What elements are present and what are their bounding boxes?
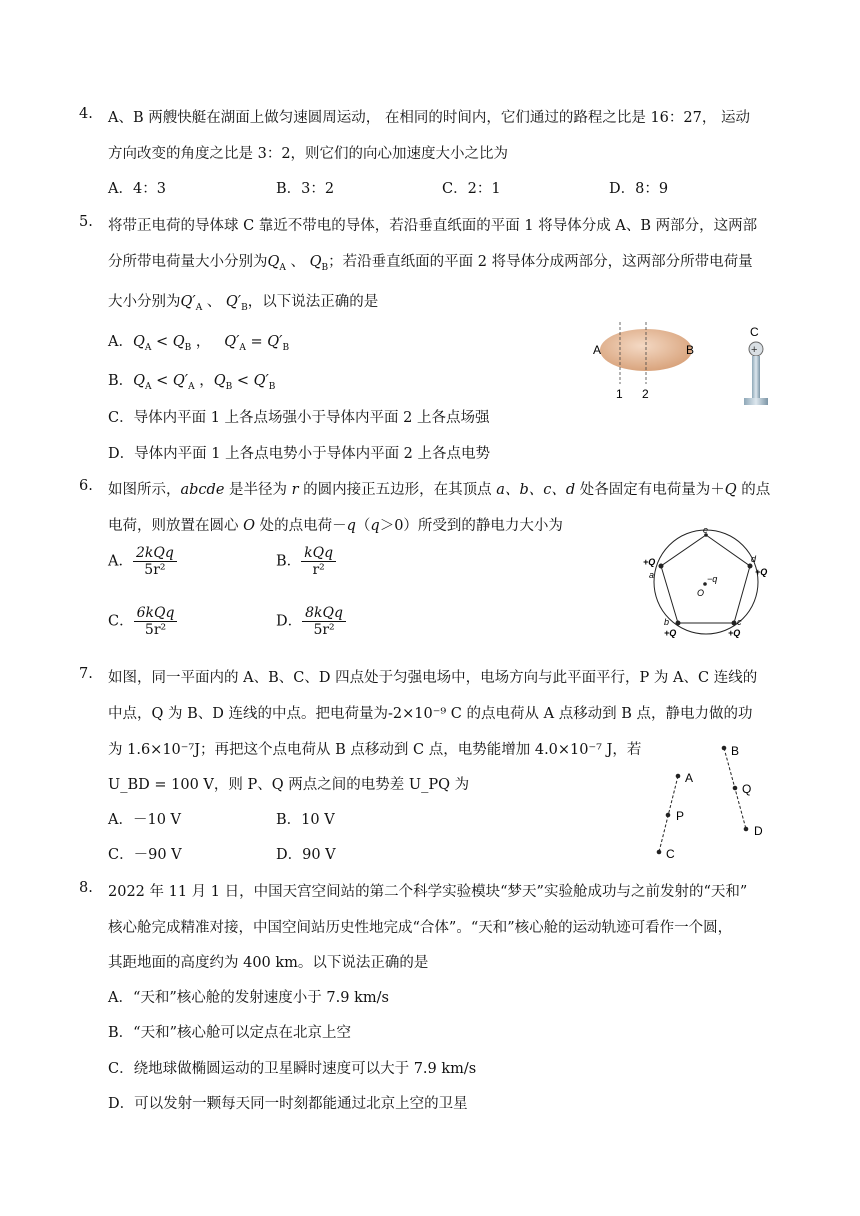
option-a: A．“天和”核心舱的发射速度小于 7.9 km/s <box>108 990 389 1006</box>
label-plane-2: 2 <box>642 387 649 401</box>
points-diagram <box>645 738 775 862</box>
label-e: e <box>703 526 709 535</box>
option-c: C．绕地球做椭圆运动的卫星瞬时速度可以大于 7.9 km/s <box>108 1061 477 1077</box>
stand-base <box>744 398 768 405</box>
point-c <box>657 850 662 855</box>
question-text: 将带正电荷的导体球 C 靠近不带电的导体，若沿垂直纸面的平面 1 将导体分成 A、B 两部分，这两部 <box>108 218 758 234</box>
plus-icon: + <box>751 344 758 356</box>
question-text: A、B 两艘快艇在湖面上做匀速圆周运动， 在相同的时间内，它们通过的路程之比是 16：27， 运动 <box>108 110 750 126</box>
option-c: C．导体内平面 1 上各点场强小于导体内平面 2 上各点场强 <box>108 410 490 426</box>
pentagon-diagram <box>636 526 776 642</box>
label-p: P <box>676 809 685 823</box>
option-a: A． $\frac{\text{2kQq}}{\text{5r²}}$ <box>108 545 177 578</box>
pentagon <box>661 535 750 623</box>
charge-c <box>732 621 737 626</box>
question-text: 分所带电荷量大小分别为$Q_A$ 、 $Q_B$；若沿垂直纸面的平面 2 将导体分成两部分，这两部分所带电荷量 <box>108 254 753 273</box>
label-c: C <box>666 847 675 861</box>
label-plane-1: 1 <box>616 387 623 401</box>
label-a-charge: +Q <box>643 557 656 567</box>
question-text: 为 1.6×10⁻⁷J；再把这个点电荷从 B 点移动到 C 点，电势能增加 4.0×10⁻⁷ J，若 <box>108 742 642 758</box>
charge-b <box>676 621 681 626</box>
label-d: d <box>751 554 757 564</box>
point-d <box>744 827 749 832</box>
insulating-stand <box>752 356 760 398</box>
circle <box>654 530 758 634</box>
label-o: O <box>697 588 705 598</box>
option-a: A．$Q_A < Q_B$ ， $Q'_A = Q'_B$ <box>108 334 290 353</box>
label-c: C <box>750 325 759 339</box>
question-text: 其距地面的高度约为 400 km。以下说法正确的是 <box>108 955 429 971</box>
option-b: B．3：2 <box>276 181 335 197</box>
question-number: 4. <box>79 106 93 122</box>
question-number: 8. <box>79 880 93 896</box>
option-b: B． $\frac{\text{kQq}}{\text{r²}}$ <box>276 545 336 578</box>
question-text: 中点，Q 为 B、D 连线的中点。把电荷量为-2×10⁻⁹ C 的点电荷从 A 点移动到 B 点，静电力做的功 <box>108 706 753 722</box>
label-a: A <box>593 343 602 357</box>
question-text: 核心舱完成精准对接，中国空间站历史性地完成“合体”。“天和”核心舱的运动轨迹可看作一个圆， <box>108 920 733 936</box>
option-b: B．10 V <box>276 812 335 828</box>
label-minus-q: −q <box>707 574 718 584</box>
question-text: 方向改变的角度之比是 3：2，则它们的向心加速度大小之比为 <box>108 146 509 162</box>
charge-d <box>748 564 753 569</box>
option-b: B．$Q_A < Q'_A$ ，$Q_B < Q'_B$ <box>108 373 276 392</box>
question-text: 如图所示，abcde 是半径为 r 的圆内接正五边形，在其顶点 a、b、c、d 处各固定有电荷量为＋Q 的点 <box>108 482 771 498</box>
option-d: D．8：9 <box>609 181 669 197</box>
label-c: c <box>737 617 742 627</box>
option-d: D．90 V <box>276 847 336 863</box>
question-text: 电荷，则放置在圆心 O 处的点电荷－q（q＞0）所受到的静电力大小为 <box>108 518 563 534</box>
option-a: A．4：3 <box>108 181 166 197</box>
label-b: B <box>731 744 740 758</box>
conductor-diagram <box>585 322 785 412</box>
point-q <box>733 786 738 791</box>
point-a <box>676 774 681 779</box>
label-b: B <box>686 343 695 357</box>
option-d: D．导体内平面 1 上各点电势小于导体内平面 2 上各点电势 <box>108 446 491 462</box>
question-text: 如图，同一平面内的 A、B、C、D 四点处于匀强电场中，电场方向与此平面平行，P 为 A、C 连线的 <box>108 670 758 686</box>
option-c: C．2：1 <box>442 181 501 197</box>
question-number: 5. <box>79 214 93 230</box>
question-number: 7. <box>79 666 93 682</box>
label-a: a <box>649 570 655 580</box>
label-d-charge: +Q <box>755 567 768 577</box>
option-a: A．－10 V <box>108 812 182 828</box>
question-text: 大小分别为$Q'_A$ 、 $Q'_B$，以下说法正确的是 <box>108 294 379 313</box>
label-b-charge: +Q <box>664 628 677 638</box>
option-b: B．“天和”核心舱可以定点在北京上空 <box>108 1025 351 1041</box>
label-b: b <box>664 617 670 627</box>
option-d: D． $\frac{\text{8kQq}}{\text{5r²}}$ <box>276 605 346 638</box>
point-p <box>666 813 671 818</box>
question-number: 6. <box>79 478 93 494</box>
charge-a <box>659 564 664 569</box>
option-c: C．－90 V <box>108 847 182 863</box>
option-d: D．可以发射一颗每天同一时刻都能通过北京上空的卫星 <box>108 1096 468 1112</box>
point-b <box>722 746 727 751</box>
label-c-charge: +Q <box>728 628 741 638</box>
question-text: 2022 年 11 月 1 日，中国天宫空间站的第二个科学实验模块“梦天”实验舱成功与之前发射的“天和” <box>108 884 748 900</box>
label-q: Q <box>742 782 752 796</box>
label-a: A <box>685 771 694 785</box>
question-text: U_BD = 100 V，则 P、Q 两点之间的电势差 U_PQ 为 <box>108 777 470 793</box>
label-d: D <box>754 824 763 838</box>
option-c: C． $\frac{\text{6kQq}}{\text{5r²}}$ <box>108 605 177 638</box>
